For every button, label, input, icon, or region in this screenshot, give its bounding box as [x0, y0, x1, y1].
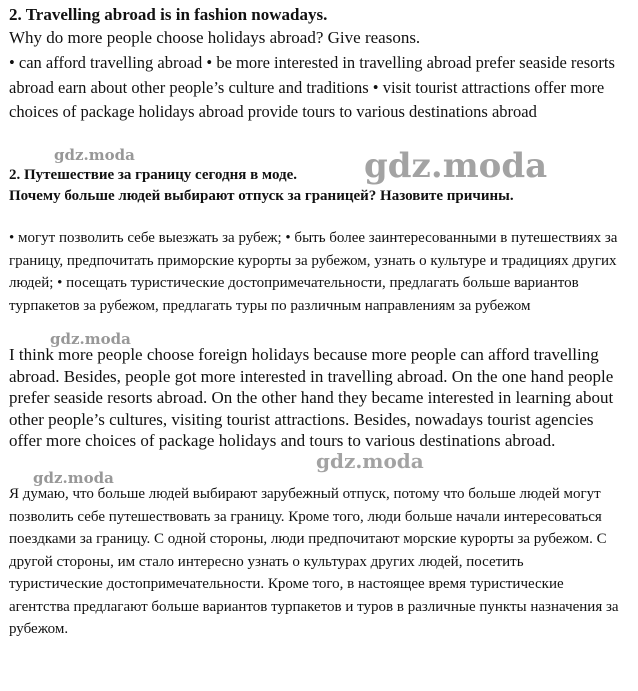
english-task-title: 2. Travelling abroad is in fashion nowadays.: [9, 5, 328, 24]
watermark-small-2: gdz.moda: [50, 330, 131, 348]
russian-task-question: Почему больше людей выбирают отпуск за границей? Назовите причины.: [9, 188, 514, 204]
english-task-question: Why do more people choose holidays abroad? Give reasons.: [9, 28, 421, 47]
watermark-small-3: gdz.moda: [33, 469, 114, 487]
english-answer: I think more people choose foreign holidays because more people can afford travelling abroad. Besides, people got more interested in travelling abroad. On the one hand people prefer seaside resorts abroad. On the other hand they became interested in learning about other people’s cultures, visiting tourist attractions. Besides, nowadays tourist agencies offer more choices of package holidays and tours to various destinations abroad.: [9, 345, 614, 450]
russian-task-title: 2. Путешествие за границу сегодня в моде.: [9, 167, 298, 183]
russian-answer: Я думаю, что больше людей выбирают зарубежный отпуск, потому что больше людей могут позволить себе путешествовать за границу. Кроме того, люди больше начали интересоваться поездками за границу. С одной стороны, люди предпочитают морские курорты за рубежом. С другой стороны, им стало интересно узнать о культурах других людей, посетить туристические достопримечательности. Кроме того, в настоящее время туристические агентства предлагают больше вариантов турпакетов и туров в различные пункты назначения за рубежом.: [9, 486, 619, 637]
watermark-large: gdz.moda: [364, 146, 548, 186]
watermark-mid: gdz.moda: [316, 449, 424, 473]
watermark-small-1: gdz.moda: [54, 146, 135, 164]
english-task-hints: • can afford travelling abroad • be more interested in travelling abroad prefer seaside resorts abroad earn about other people’s culture and traditions • visit tourist attractions offer more choices of package holidays abroad provide tours to various destinations abroad: [9, 53, 615, 121]
russian-task-hints: • могут позволить себе выезжать за рубеж; • быть более заинтересованными в путешествиях за границу, предпочитать приморские курорты за рубежом, узнать о культуре и традициях других людей; • посещать туристические достопримечательности, предлагать больше вариантов турпакетов за рубежом, предлагать туры по различным направлениям за рубежом: [9, 230, 618, 314]
